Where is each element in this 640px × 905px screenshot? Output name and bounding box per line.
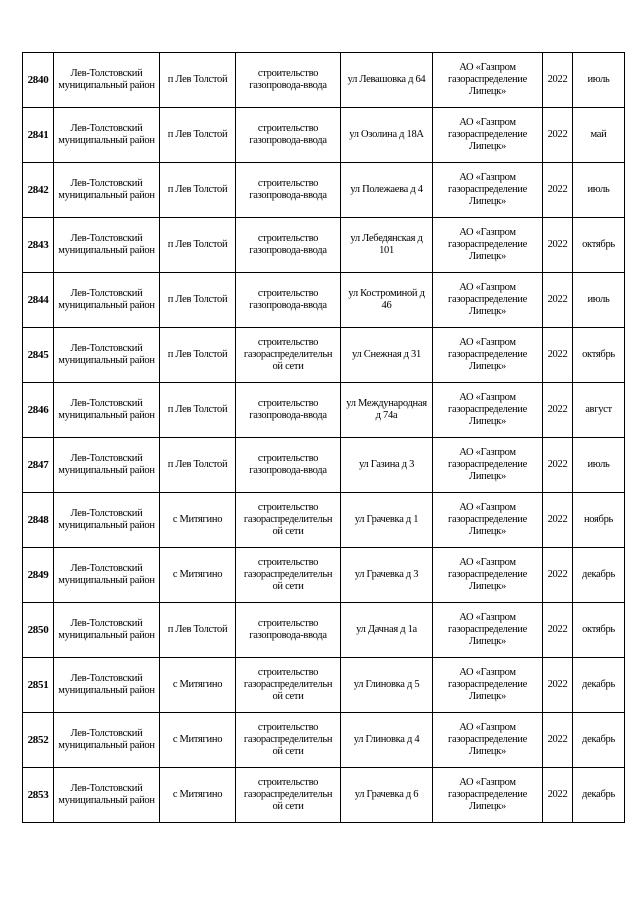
row-number-cell: 2850 [23,603,54,658]
address-cell: ул Грачевка д 1 [341,493,433,548]
document-page [22,52,615,823]
year-cell: 2022 [543,108,573,163]
table-row [23,383,625,438]
year-cell: 2022 [543,768,573,823]
row-number-cell: 2841 [23,108,54,163]
month-cell: октябрь [573,218,625,273]
month-cell: август [573,383,625,438]
locality-cell: с Митягино [160,713,236,768]
row-number-cell: 2846 [23,383,54,438]
work-type-cell: строительство газопровода-ввода [236,163,341,218]
work-type-cell: строительство газораспределительн ой сети [236,768,341,823]
row-number-cell: 2843 [23,218,54,273]
month-cell: декабрь [573,658,625,713]
district-cell: Лев-Толстовский муниципальный район [54,273,160,328]
organization-cell: АО «Газпром газораспределение Липецк» [433,108,543,163]
work-type-cell: строительство газопровода-ввода [236,108,341,163]
address-cell: ул Костроминой д 46 [341,273,433,328]
row-number-cell: 2853 [23,768,54,823]
row-number-cell: 2842 [23,163,54,218]
address-cell: ул Левашовка д 64 [341,53,433,108]
address-cell: ул Газина д 3 [341,438,433,493]
district-cell: Лев-Толстовский муниципальный район [54,328,160,383]
work-type-cell: строительство газораспределительн ой сети [236,328,341,383]
work-type-cell: строительство газопровода-ввода [236,438,341,493]
organization-cell: АО «Газпром газораспределение Липецк» [433,603,543,658]
organization-cell: АО «Газпром газораспределение Липецк» [433,273,543,328]
locality-cell: п Лев Толстой [160,53,236,108]
row-number-cell: 2849 [23,548,54,603]
table-row [23,53,625,108]
table-row [23,493,625,548]
address-cell: ул Снежная д 31 [341,328,433,383]
year-cell: 2022 [543,603,573,658]
table-row [23,273,625,328]
locality-cell: п Лев Толстой [160,603,236,658]
locality-cell: с Митягино [160,658,236,713]
district-cell: Лев-Толстовский муниципальный район [54,383,160,438]
month-cell: декабрь [573,713,625,768]
month-cell: июль [573,163,625,218]
month-cell: июль [573,273,625,328]
work-type-cell: строительство газопровода-ввода [236,603,341,658]
district-cell: Лев-Толстовский муниципальный район [54,658,160,713]
organization-cell: АО «Газпром газораспределение Липецк» [433,383,543,438]
work-type-cell: строительство газораспределительн ой сети [236,548,341,603]
month-cell: декабрь [573,548,625,603]
table-row [23,658,625,713]
organization-cell: АО «Газпром газораспределение Липецк» [433,53,543,108]
address-cell: ул Дачная д 1а [341,603,433,658]
work-type-cell: строительство газораспределительн ой сети [236,493,341,548]
year-cell: 2022 [543,658,573,713]
year-cell: 2022 [543,163,573,218]
work-type-cell: строительство газопровода-ввода [236,218,341,273]
work-type-cell: строительство газораспределительн ой сети [236,658,341,713]
organization-cell: АО «Газпром газораспределение Липецк» [433,713,543,768]
district-cell: Лев-Толстовский муниципальный район [54,108,160,163]
year-cell: 2022 [543,273,573,328]
row-number-cell: 2848 [23,493,54,548]
table-row [23,768,625,823]
work-type-cell: строительство газораспределительн ой сети [236,713,341,768]
organization-cell: АО «Газпром газораспределение Липецк» [433,768,543,823]
work-type-cell: строительство газопровода-ввода [236,53,341,108]
row-number-cell: 2847 [23,438,54,493]
address-cell: ул Озолина д 18А [341,108,433,163]
table-row [23,108,625,163]
locality-cell: с Митягино [160,548,236,603]
address-cell: ул Глиновка д 4 [341,713,433,768]
district-cell: Лев-Толстовский муниципальный район [54,603,160,658]
district-cell: Лев-Толстовский муниципальный район [54,438,160,493]
table-row [23,163,625,218]
address-cell: ул Полежаева д 4 [341,163,433,218]
year-cell: 2022 [543,438,573,493]
locality-cell: с Митягино [160,768,236,823]
organization-cell: АО «Газпром газораспределение Липецк» [433,438,543,493]
year-cell: 2022 [543,383,573,438]
table-row [23,218,625,273]
year-cell: 2022 [543,493,573,548]
district-cell: Лев-Толстовский муниципальный район [54,768,160,823]
year-cell: 2022 [543,328,573,383]
year-cell: 2022 [543,218,573,273]
work-type-cell: строительство газопровода-ввода [236,273,341,328]
organization-cell: АО «Газпром газораспределение Липецк» [433,493,543,548]
table-body [23,53,625,823]
address-cell: ул Глиновка д 5 [341,658,433,713]
gasification-schedule-table [22,52,625,823]
district-cell: Лев-Толстовский муниципальный район [54,53,160,108]
month-cell: октябрь [573,328,625,383]
year-cell: 2022 [543,53,573,108]
organization-cell: АО «Газпром газораспределение Липецк» [433,163,543,218]
address-cell: ул Грачевка д 3 [341,548,433,603]
district-cell: Лев-Толстовский муниципальный район [54,548,160,603]
address-cell: ул Грачевка д 6 [341,768,433,823]
organization-cell: АО «Газпром газораспределение Липецк» [433,328,543,383]
work-type-cell: строительство газопровода-ввода [236,383,341,438]
table-row [23,713,625,768]
row-number-cell: 2852 [23,713,54,768]
locality-cell: п Лев Толстой [160,383,236,438]
locality-cell: с Митягино [160,493,236,548]
row-number-cell: 2845 [23,328,54,383]
month-cell: июль [573,438,625,493]
month-cell: июль [573,53,625,108]
organization-cell: АО «Газпром газораспределение Липецк» [433,548,543,603]
organization-cell: АО «Газпром газораспределение Липецк» [433,658,543,713]
district-cell: Лев-Толстовский муниципальный район [54,218,160,273]
locality-cell: п Лев Толстой [160,108,236,163]
month-cell: ноябрь [573,493,625,548]
year-cell: 2022 [543,713,573,768]
district-cell: Лев-Толстовский муниципальный район [54,163,160,218]
district-cell: Лев-Толстовский муниципальный район [54,493,160,548]
year-cell: 2022 [543,548,573,603]
table-row [23,438,625,493]
month-cell: май [573,108,625,163]
address-cell: ул Лебедянская д 101 [341,218,433,273]
locality-cell: п Лев Толстой [160,218,236,273]
row-number-cell: 2851 [23,658,54,713]
locality-cell: п Лев Толстой [160,328,236,383]
district-cell: Лев-Толстовский муниципальный район [54,713,160,768]
address-cell: ул Международная д 74а [341,383,433,438]
table-row [23,328,625,383]
locality-cell: п Лев Толстой [160,163,236,218]
month-cell: декабрь [573,768,625,823]
organization-cell: АО «Газпром газораспределение Липецк» [433,218,543,273]
table-row [23,548,625,603]
row-number-cell: 2844 [23,273,54,328]
locality-cell: п Лев Толстой [160,273,236,328]
month-cell: октябрь [573,603,625,658]
table-row [23,603,625,658]
row-number-cell: 2840 [23,53,54,108]
locality-cell: п Лев Толстой [160,438,236,493]
